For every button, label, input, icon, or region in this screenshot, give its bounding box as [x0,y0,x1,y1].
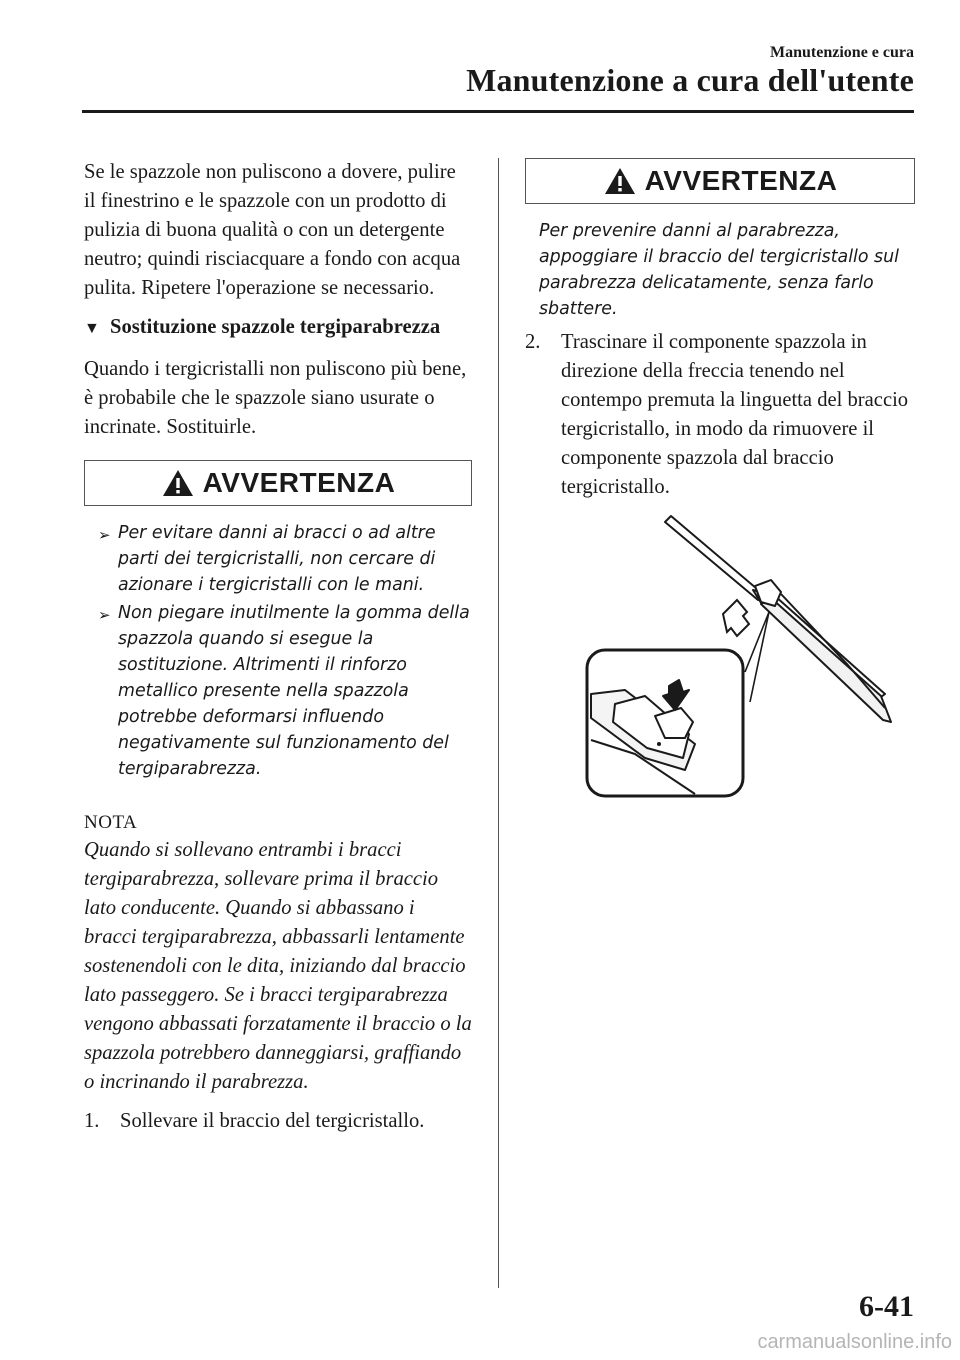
warning-text-right: Per prevenire danni al parabrezza, appoggiare il braccio del tergicristallo sul parabrezza delicatamente, senza farlo sbattere. [539,221,899,319]
warning-label: AVVERTENZA [644,165,838,196]
step-text: Trascinare il componente spazzola in direzione della freccia tenendo nel contempo premuta la linguetta del braccio tergicristallo, in modo da rimuovere il componente spazzola dal braccio tergicristallo. [561,331,909,498]
section-heading-text: Sostituzione spazzole tergiparabrezza [110,316,441,338]
step-number: 1. [84,1110,100,1132]
warning-triangle-icon [603,166,637,196]
step-number: 2. [525,331,541,353]
step-1 [84,1107,472,1136]
header-section-label: Manutenzione e cura [770,44,914,61]
arrow-bullet-icon: ➢ [98,526,111,544]
triangle-down-icon: ▼ [84,320,100,337]
nota-text: Quando si sollevano entrambi i bracci tergiparabrezza, sollevare prima il braccio lato conducente. Quando si abbassano i bracci tergiparabrezza, abbassarli lentamente sostenendoli con le dita, iniziando dal braccio lato passeggero. Se i bracci tergiparabrezza vengono abbassati forzatamente il braccio o la spazzola potrebbero danneggiarsi, graffiando o incrinando il parabrezza. [84,839,472,1093]
wiper-blade-removal-illustration [585,508,895,800]
right-column [525,158,915,502]
column-divider [498,158,499,1288]
warning-triangle-icon [161,468,195,498]
warning-box-right [525,158,915,204]
warning-bullet-list [98,520,472,782]
nota-label: NOTA [84,812,138,833]
page-number: 6-41 [859,1290,914,1323]
warning-label: AVVERTENZA [202,467,396,498]
warning-bullet [98,520,472,598]
watermark: carmanualsonline.info [757,1331,952,1353]
warning-bullet-text: Non piegare inutilmente la gomma della spazzola quando si esegue la sostituzione. Altrimenti il rinforzo metallico presente nella spazzola potrebbe deformarsi influendo negativamente sul funzionamento del tergiparabrezza. [118,603,470,779]
step-text: Sollevare il braccio del tergicristallo. [120,1110,425,1132]
warning-box-left [84,460,472,506]
left-column [84,158,472,1136]
section-heading [84,313,472,343]
header-title: Manutenzione a cura dell'utente [466,62,914,98]
header-rule [82,110,914,113]
intro-paragraph: Se le spazzole non puliscono a dovere, pulire il finestrino e le spazzole con un prodotto di pulizia di buona qualità o con un detergente neutro; quindi risciacquare a fondo con acqua pulita. Ripetere l'operazione se necessario. [84,161,461,299]
warning-bullet-text: Per evitare danni ai bracci o ad altre parti dei tergicristalli, non cercare di azionare i tergicristalli con le mani. [118,523,436,595]
arrow-bullet-icon: ➢ [98,606,111,624]
replacement-paragraph: Quando i tergicristalli non puliscono più bene, è probabile che le spazzole siano usurate o incrinate. Sostituirle. [84,358,467,438]
step-2 [525,328,915,502]
warning-bullet [98,600,472,782]
